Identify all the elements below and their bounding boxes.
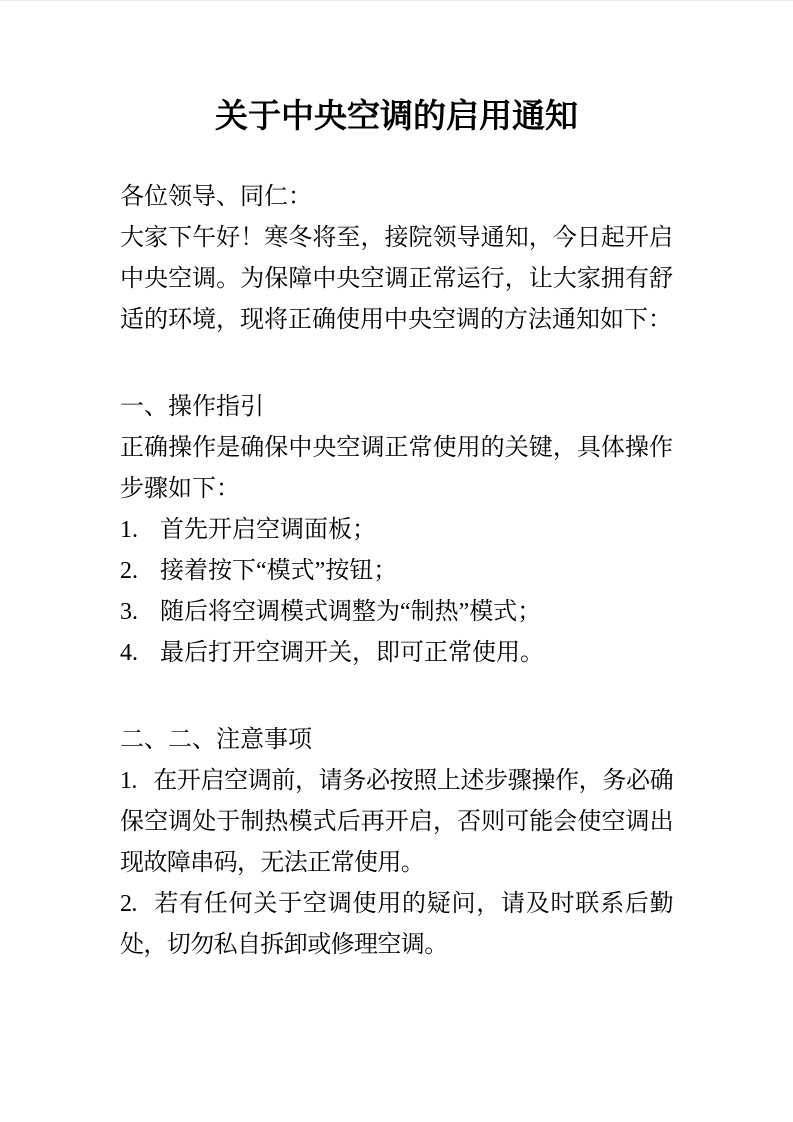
list-number: 2. [120, 558, 138, 584]
list-number: 4. [120, 640, 138, 666]
list-item-text: 若有任何关于空调使用的疑问，请及时联系后勤处，切勿私自拆卸或修理空调。 [120, 891, 673, 958]
list-item-text: 最后打开空调开关，即可正常使用。 [160, 640, 544, 666]
section-1-item-1 [120, 510, 673, 551]
greeting-line: 各位领导、同仁： [120, 184, 312, 210]
list-number: 1. [120, 517, 138, 543]
section-2-heading: 二、二、注意事项 [120, 727, 312, 753]
list-item-text: 接着按下“模式”按钮； [160, 558, 398, 584]
list-number: 1. [120, 768, 137, 794]
section-1-item-3 [120, 592, 673, 633]
section-2-item-1 [120, 761, 673, 884]
section-spacer [120, 674, 673, 720]
section-1-lead: 正确操作是确保中央空调正常使用的关键，具体操作步骤如下： [120, 435, 673, 502]
section-2-item-2 [120, 884, 673, 966]
list-number: 3. [120, 599, 138, 625]
list-item-text: 随后将空调模式调整为“制热”模式； [160, 599, 542, 625]
list-item-text: 在开启空调前，请务必按照上述步骤操作，务必确保空调处于制热模式后再开启，否则可能会使空调出现故障串码，无法正常使用。 [120, 768, 673, 876]
section-1-item-4 [120, 633, 673, 674]
section-1-heading: 一、操作指引 [120, 394, 264, 420]
document-title: 关于中央空调的启用通知 [215, 99, 578, 135]
section-spacer [120, 341, 673, 387]
list-item-text: 首先开启空调面板； [160, 517, 376, 543]
list-number: 2. [120, 891, 137, 917]
section-1-item-2 [120, 551, 673, 592]
intro-paragraph: 大家下午好！寒冬将至，接院领导通知，今日起开启中央空调。为保障中央空调正常运行，让大家拥有舒适的环境，现将正确使用中央空调的方法通知如下： [120, 225, 673, 333]
